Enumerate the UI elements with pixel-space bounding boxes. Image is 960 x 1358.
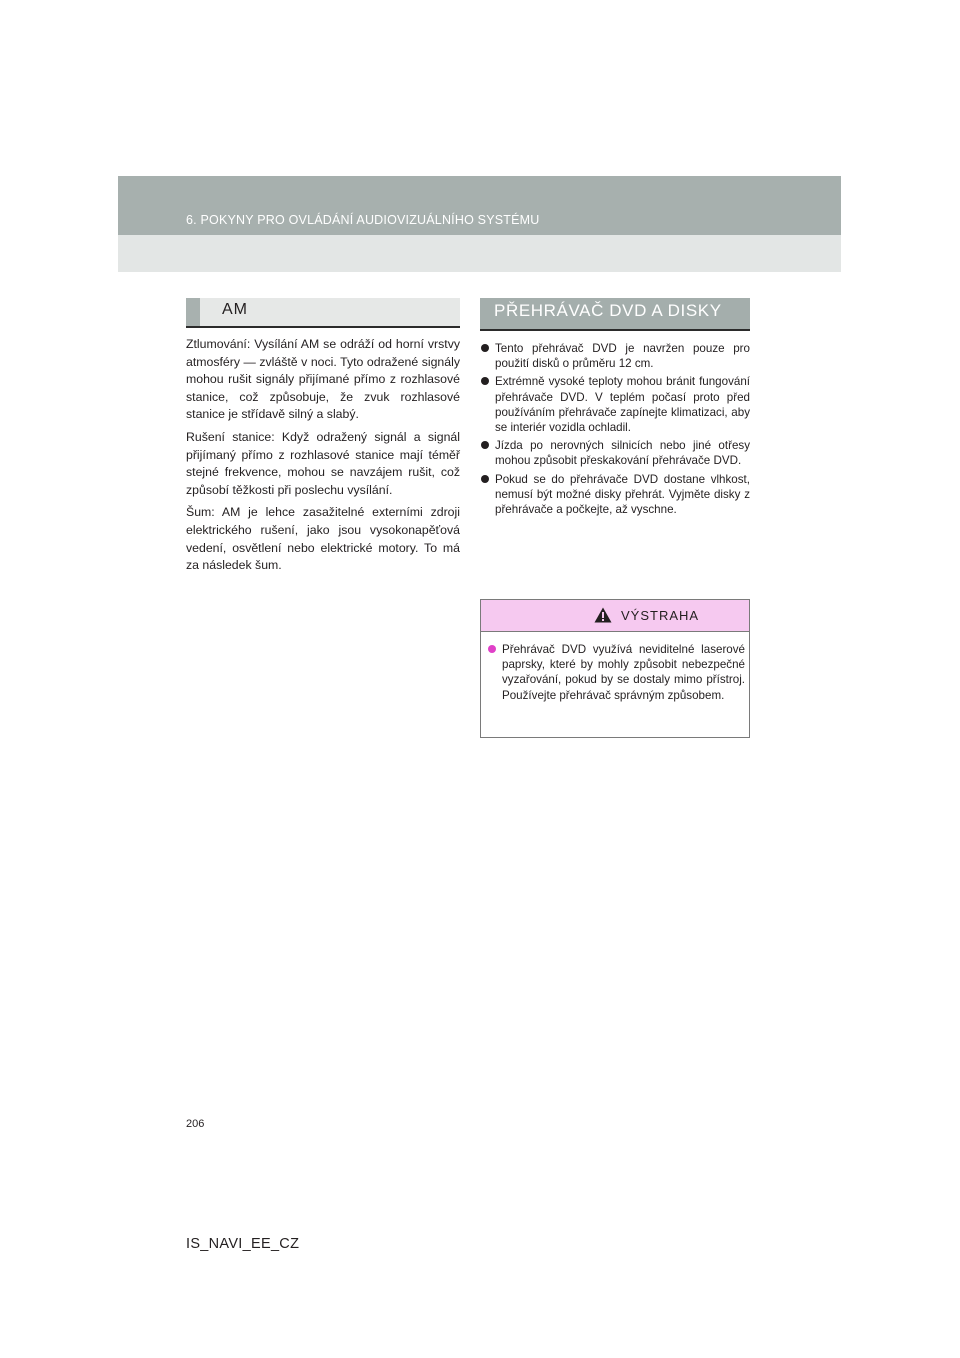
warning-triangle-icon bbox=[594, 607, 612, 623]
list-item bbox=[480, 341, 750, 371]
list-item bbox=[480, 438, 750, 468]
paragraph-noise: Šum: AM je lehce zasažitelné externími zdroji elektrického rušení, jako jsou vysokonapěťová vedení, osvětlení nebo elektrické motory. To má za následek šum. bbox=[186, 505, 460, 573]
bullet-icon bbox=[481, 377, 489, 385]
page-number: 206 bbox=[186, 1118, 205, 1130]
bullet-icon bbox=[481, 441, 489, 449]
header-bar bbox=[118, 176, 841, 235]
warning-title: VÝSTRAHA bbox=[621, 608, 700, 623]
warning-box bbox=[480, 599, 750, 738]
list-item-text: Tento přehrávač DVD je navržen pouze pro použití disků o průměru 12 cm. bbox=[495, 342, 750, 371]
section-heading-label: AM bbox=[222, 301, 248, 318]
document-code: IS_NAVI_EE_CZ bbox=[186, 1236, 300, 1252]
list-item-text: Extrémně vysoké teploty mohou bránit fungování přehrávače DVD. V teplém počasí proto před používáním přehrávače zapínejte klimatizaci, aby se interiér vozidla ochladil. bbox=[495, 375, 750, 435]
am-section-body bbox=[186, 336, 460, 580]
section-heading-label: PŘEHRÁVAČ DVD A DISKY bbox=[494, 301, 722, 320]
warning-body bbox=[487, 642, 745, 706]
list-item-text: Přehrávač DVD využívá neviditelné laserové paprsky, které by mohly způsobit nebezpečné vyzařování, pokud by se dostaly mimo přístroj. Používejte přehrávač správným způsobem. bbox=[502, 643, 745, 702]
bullet-icon bbox=[481, 475, 489, 483]
list-item bbox=[480, 374, 750, 435]
bullet-icon bbox=[488, 645, 496, 653]
list-item bbox=[480, 472, 750, 518]
list-item bbox=[487, 642, 745, 703]
paragraph-station-interference: Rušení stanice: Když odražený signál a signál přijímaný přímo z rozhlasové stanice mají téměř stejné frekvence, mohou se navzájem rušit, což způsobí těžkosti při poslechu vysílání. bbox=[186, 429, 460, 497]
dvd-bullet-list bbox=[480, 341, 750, 520]
warning-header bbox=[481, 600, 749, 632]
list-item-text: Jízda po nerovných silnicích nebo jiné otřesy mohou způsobit přeskakování přehrávače DVD. bbox=[495, 439, 750, 468]
section-heading-am bbox=[186, 298, 460, 328]
page-header bbox=[118, 176, 841, 272]
chapter-title: 6. POKYNY PRO OVLÁDÁNÍ AUDIOVIZUÁLNÍHO SYSTÉMU bbox=[186, 213, 540, 227]
list-item-text: Pokud se do přehrávače DVD dostane vlhkost, nemusí být možné disky přehrát. Vyjměte disky z přehrávače a počkejte, až vyschne. bbox=[495, 472, 750, 517]
heading-tab-marker bbox=[186, 298, 200, 326]
section-heading-dvd bbox=[480, 298, 750, 331]
paragraph-fading: Ztlumování: Vysílání AM se odráží od horní vrstvy atmosféry — zvláště v noci. Tyto odražené signály mohou rušit signály přijímané přímo z rozhlasové stanice, což způsobuje, že zvuk rozhlasové stanice je střídavě silný a slabý. bbox=[186, 337, 460, 422]
bullet-icon bbox=[481, 344, 489, 352]
